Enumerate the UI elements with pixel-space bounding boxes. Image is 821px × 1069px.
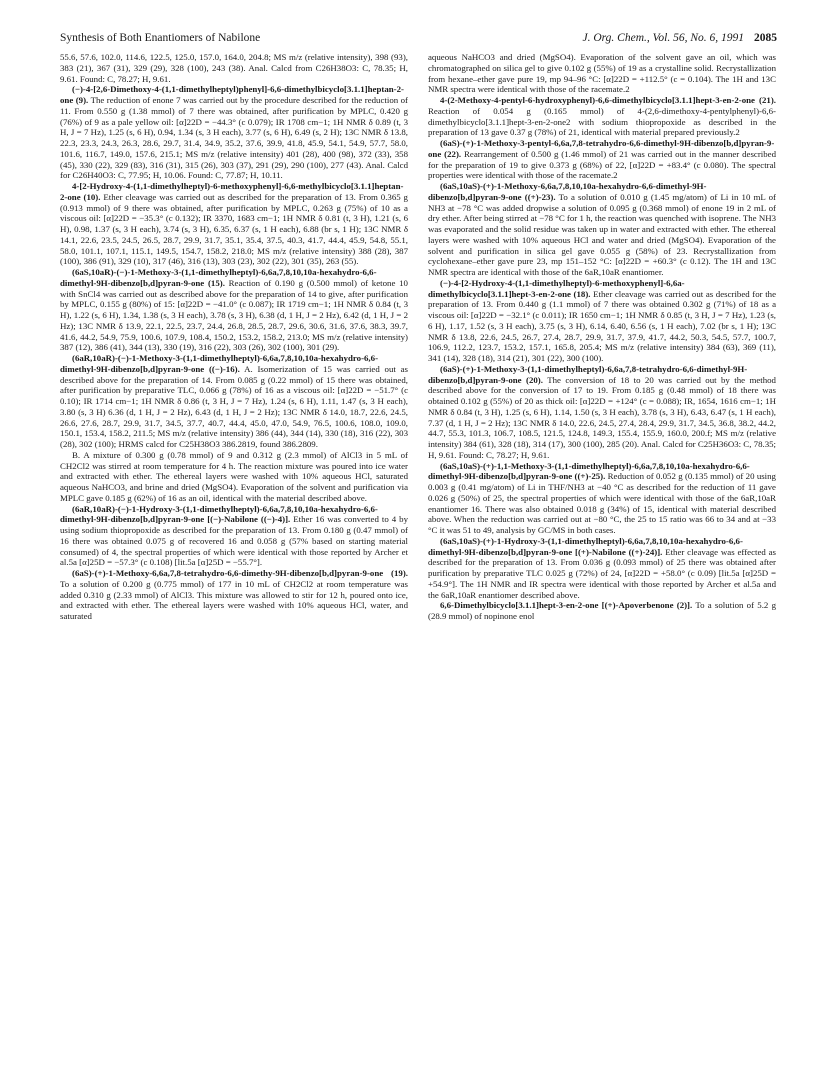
paragraph [60, 353, 408, 450]
paragraph [428, 600, 776, 622]
running-header [60, 32, 777, 50]
compound-heading: (6aR,10aR)-(−)-1-Hydroxy-3-(1,1-dimethylheptyl)-6,6a,7,8,10,10a-hexahydro-6,6-dimethyl-9H-dibenzo[b,d]pyran-9-one [(−)-Nabilone ((−)-4)]. [60, 503, 378, 525]
compound-heading: (6aS)-(+)-1-Methoxy-3-(1,1-dimethylheptyl)-6,6a,7,8-tetrahydro-6,6-dimethyl-9H-dibenzo[b,d]pyran-9-one (20). [428, 363, 748, 385]
paragraph-body: To a solution of 0.010 g (1.45 mg/atom) of Li in 10 mL of NH3 at −78 °C was added dropwise a solution of 0.095 g (0.368 mmol) of enone 19 in 2 mL of dry ether. After being stirred at −78 °C for 1 h, the reaction was quenched with isoprene. The NH3 was evaporated and the solid residue was taken up in water and extracted with ether. The ethereal layers were washed with 10% aqueous HCl and water and dried (MgSO4). Evaporation of the solvent and purification in silica gel gave 0.055 g (58%) of 23. Recrystallization from cyclohexane–ether gave pure 23, mp 151–152 °C: [α]22D = +60.3° (c 0.12). The 1H and 13C NMR spectra are identical with those of the 6aR,10aR enantiomer. [428, 191, 776, 277]
paragraph-body: The reduction of enone 7 was carried out by the procedure described for the reduction of 11. From 0.550 g (1.38 mmol) of 7 there was obtained, after purification by MPLC, 0.420 g (76%) of 9 as a pale yellow oil: [α]22D = −44.3° (c 0.079); IR 1708 cm−1; 1H NMR δ 0.89 (t, 3 H, J = 7 Hz), 1.25 (s, 6 H), 0.94, 1.34 (s, 3 H each), 3.77 (s, 6 H), 6.49 (s, 2 H); 13C NMR δ 13.8, 22.3, 23.3, 24.3, 26.3, 28.6, 29.7, 31.4, 34.9, 35.2, 37.6, 39.9, 41.8, 45.9, 54.1, 54.9, 57.7, 58.0, 101.6, 116.7, 149.0, 157.6, 215.1; MS m/z (relative intensity) 401 (28), 400 (98), 372 (33), 358 (45), 330 (22), 329 (83), 316 (31), 315 (26), 303 (37), 291 (29), 290 (100), 277 (43). Anal. Calcd for C26H40O3: C, 77.95; H, 10.06. Found: C, 77.87; H, 10.11. [60, 95, 408, 181]
paragraph-body: Reaction of 0.190 g (0.500 mmol) of ketone 10 with SnCl4 was carried out as described above for the preparation of 14 to give, after purification by MPLC, 0.155 g (80%) of 15: [α]22D = −41.0° (c 0.087); IR 1719 cm−1; 1H NMR δ 0.84 (t, 3 H), 1.22 (s, 6 H), 1.34, 1.38 (s, 3 H each), 3.78 (s, 3 H), 6.38 (d, 1 H, J = 2 Hz), 6.42 (d, 1 H, J = 2 Hz); 13C NMR δ 13.9, 22.1, 22.5, 23.7, 24.4, 26.8, 28.5, 28.7, 29.6, 30.6, 31.6, 37.6, 38.3, 39.7, 41.6, 44.2, 54.9, 75.9, 100.6, 107.9, 108.4, 150.2, 153.2, 158.2, 213.0; MS m/z (relative intensity) 387 (12), 386 (41), 344 (13), 330 (19), 316 (22), 303 (26), 302 (100), 301 (29). [60, 277, 408, 353]
paragraph [428, 138, 776, 181]
paragraph [428, 52, 776, 95]
compound-heading: (6aR,10aR)-(−)-1-Methoxy-3-(1,1-dimethylheptyl)-6,6a,7,8,10,10a-hexahydro-6,6-dimethyl-9H-dibenzo[b,d]pyran-9-one ((−)-16). [60, 353, 379, 374]
paragraph [428, 461, 776, 536]
compound-heading: (6aS,10aS)-(+)-1-Methoxy-6,6a,7,8,10,10a-hexahydro-6,6-dimethyl-9H-dibenzo[b,d]pyran-9-one ((+)-23). [428, 181, 707, 202]
paragraph-body: 55.6, 57.6, 102.0, 114.6, 122.5, 125.0, 157.0, 164.0, 204.8; MS m/z (relative intensity), 398 (93), 383 (21), 367 (31), 329 (29), 328 (100), 243 (38). Anal. Calcd from C26H38O3: C, 78.35; H, 9.61. Found: C, 78.27; H, 9.61. [60, 52, 408, 84]
compound-heading: (−)-4-[2-Hydroxy-4-(1,1-dimethylheptyl)-6-methoxyphenyl]-6,6a-dimethylbicyclo[3.1.1]hept-3-en-2-one (18). [428, 277, 685, 299]
header-title: Synthesis of Both Enantiomers of Nabilone [60, 32, 261, 44]
paragraph [428, 181, 776, 278]
paragraph [60, 181, 408, 267]
paragraph-body: A. Isomerization of 15 was carried out as described above for the preparation of 14. From 0.085 g (0.22 mmol) of 15 there was obtained, after purification by preparative TLC, 0.066 g (78%) of 16 as a viscous oil: [α]22D = −51.7° (c 0.10); IR 1714 cm−1; 1H NMR δ 0.86 (t, 3 H, J = 7 Hz), 1.24 (s, 6 H), 1.11, 1.47 (s, 3 H each), 3.80 (s, 3 H) 6.36 (d, 1 H, J = 2 Hz), 6.43 (d, 1 H, J = 2 Hz); 13C NMR δ 14.0, 18.7, 22.6, 24.5, 26.6, 27.6, 28.7, 29.9, 31.7, 34.5, 37.7, 40.7, 44.4, 45.0, 47.0, 54.9, 76.5, 100.6, 108.0, 109.0, 150.1, 153.4, 158.2, 211.5; MS m/z (relative intensity) 386 (44), 344 (14), 330 (18), 316 (22), 303 (28), 302 (100); HRMS calcd for C25H38O3 386.2819, found 386.2809. [60, 363, 408, 449]
compound-heading: 6,6-Dimethylbicyclo[3.1.1]hept-3-en-2-one [(+)-Apoverbenone (2)]. [440, 600, 693, 611]
paragraph-body: Reduction of 0.052 g (0.135 mmol) of 20 using 0.003 g (0.41 mg/atom) of Li in THF/NH3 at −40 °C as described for the reduction of 11 gave 0.026 g (50%) of 25, the spectral properties of which were identical with those of the 6aR,10aR enantiomer 16. There was also obtained 0.018 g (34%) of 15, identical with material described above. When the reduction was carried out at −80 °C, the 25 to 15 ratio was 66 to 34 and at −33 °C it was 51 to 49, analysis by GC/MS in both cases. [428, 471, 776, 535]
paragraph [428, 364, 776, 461]
header-journal: J. Org. Chem., Vol. 56, No. 6, 1991 [582, 32, 744, 44]
header-journal-info [582, 32, 777, 44]
paragraph [60, 84, 408, 181]
paragraph-body: Ether 16 was converted to 4 by using sodium thiopropoxide as described for the preparation of 13. From 0.180 g (0.47 mmol) of 16 there was obtained 0.075 g of recovered 16 and 0.058 g (57% based on starting material consumed) of 4, the spectral properties of which were identical with those reported by Archer et al.5a [α]25D = −57.3° (c 0.108) [lit.5a [α]25D = −55.7°]. [60, 514, 408, 568]
paragraph-body: B. A mixture of 0.300 g (0.78 mmol) of 9 and 0.312 g (2.3 mmol) of AlCl3 in 5 mL of CH2Cl2 was stirred at room temperature for 4 h. The reaction mixture was poured into ice water and extracted with ether. The ethereal layers were washed with 10% aqueous HCl, saturated aqueous NaHCO3, and brine and dried (MgSO4). Evaporation of the solvent and purification via MPLC gave 0.185 g (62%) of 16 as an oil, identical with the material described above. [60, 449, 408, 503]
paragraph-body: The conversion of 18 to 20 was carried out by the method described above for the conversion of 17 to 19. From 0.185 g (0.48 mmol) of 18 there was obtained 0.102 g (55%) of 20 as thick oil: [α]22D = +124° (c = 0.088); IR, 1654, 1616 cm−1; 1H NMR δ 0.84 (t, 3 H), 1.25 (s, 6 H), 1.14, 1.50 (s, 3 H each), 3.78 (s, 3 H), 6.43, 6.47 (s, 1 H each), 7.37 (d, 1 H, J = 2 Hz); 13C NMR δ 14.0, 22.6, 24.5, 27.4, 28.4, 29.9, 31.7, 34.5, 36.8, 38.2, 44.2, 44.7, 55.3, 101.3, 106.7, 108.5, 121.5, 124.8, 149.3, 155.4, 155.9, 160.0, 200.f; MS m/z (relative intensity) 384 (61), 328 (18), 314 (17), 300 (100), 285 (20). Anal. Calcd for C25H36O3: C, 78.35; H, 9.61. Found: C, 78.27; H, 9.61. [428, 374, 776, 460]
paragraph-body: Ether cleavage was carried out as described for the preparation of 13. From 0.365 g (0.913 mmol) of 9 there was obtained, after purification by MPLC, 0.263 g (75%) of 10 as a viscous oil: [α]22D = −35.3° (c 0.132); IR 3370, 1683 cm−1; 1H NMR δ 0.81 (t, 3 H), 1.21 (s, 6 H), 0.98, 1.37 (s, 3 H each), 3.74 (s, 3 H), 6.35, 6.37 (s, 1 H each), 6.88 (br s, 1 H); 13C NMR δ 14.1, 22.6, 23.5, 24.5, 26.5, 28.7, 29.9, 31.7, 35.1, 35.4, 37.5, 40.3, 41.7, 44.4, 45.9, 54.8, 55.1, 58.0, 101.1, 107.1, 115.1, 149.5, 154.7, 158.2, 218.0; MS m/z (relative intensity) 388 (28), 387 (100), 386 (91), 329 (10), 317 (46), 316 (13), 303 (23), 302 (22), 301 (35), 263 (55). [60, 191, 408, 267]
paragraph-body: To a solution of 5.2 g (28.9 mmol) of nopinone enol [428, 600, 776, 621]
compound-heading: (6aS,10aS)-(+)-1-Hydroxy-3-(1,1-dimethylheptyl)-6,6a,7,8,10,10a-hexahydro-6,6-dimethyl-9H-dibenzo[b,d]pyran-9-one [(+)-Nabilone ((+)-24)]. [428, 535, 743, 557]
right-column [428, 52, 776, 1052]
paragraph [60, 504, 408, 569]
compound-heading: 4-[2-Hydroxy-4-(1,1-dimethylheptyl)-6-methoxyphenyl]-6,6-methylbicyclo[3.1.1]heptan-2-one (10). [60, 181, 404, 202]
paragraph-body: To a solution of 0.200 g (0.775 mmol) of 177 in 10 mL of CH2Cl2 at room temperature was added 0.310 g (2.33 mmol) of AlCl3. This mixture was allowed to stir for 12 h, poured onto ice, and extracted with ether. The ethereal layers were washed with 10% aqueous HCl, water, and saturated [60, 578, 408, 621]
compound-heading: (6aS)-(+)-1-Methoxy-3-pentyl-6,6a,7,8-tetrahydro-6,6-dimethyl-9H-dibenzo[b,d]pyran-9-one (22). [428, 138, 775, 159]
paragraph [60, 568, 408, 622]
left-column [60, 52, 408, 1052]
paragraph-body: Ether cleavage was carried out as described for the preparation of 13. From 0.440 g (1.1 mmol) of 7 there was obtained 0.302 g (71%) of 18 as a viscous oil: [α]22D = −32.1° (c 0.011); IR 1650 cm−1; 1H NMR δ 0.85 (t, 3 H, J = 7 Hz), 1.23 (s, 6 H), 1.17, 1.52 (s, 3 H each), 3.75 (s, 3 H), 6.14, 6.40, 6.56 (s, 1 H each), 7.02 (br s, 1 H); 13C NMR δ 13.8, 22.6, 24.5, 26.7, 27.4, 28.7, 29.9, 31.7, 37.9, 41.7, 44.2, 50.3, 54.5, 57.7, 100.7, 106.9, 112.2, 123.7, 153.2, 157.1, 165.8, 205.4; MS m/z (relative intensity) 384 (63), 369 (11), 341 (14), 328 (18), 314 (21), 301 (22), 300 (100). [428, 288, 776, 363]
header-page-number: 2085 [754, 32, 777, 44]
paragraph [428, 95, 776, 138]
paragraph-body: aqueous NaHCO3 and dried (MgSO4). Evaporation of the solvent gave an oil, which was chromatographed on silica gel to give 0.102 g (55%) of 19 as a crystalline solid. Recrystallization from hexane–ether gave pure 19, mp 94–96 °C: [α]22D = +112.5° (c = 0.104). The 1H and 13C NMR spectra were identical with those of the racemate.2 [428, 52, 776, 95]
compound-heading: (−)-4-[2,6-Dimethoxy-4-(1,1-dimethylheptyl)phenyl]-6,6-dimethylbicyclo[3.1.1]heptan-2-one (9). [60, 84, 404, 105]
paragraph-body: Reaction of 0.054 g (0.165 mmol) of 4-(2,6-dimethoxy-4-pentylphenyl)-6,6-dimethylbicyclo[3.1.1]hept-3-en-2-one2 with sodium thiopropoxide as described in the preparation of 13 gave 0.37 g (78%) of 21, identical with material prepared previously.2 [428, 105, 776, 138]
paragraph [428, 536, 776, 601]
compound-heading: (6aS,10aR)-(−)-1-Methoxy-3-(1,1-dimethylheptyl)-6,6a,7,8,10,10a-hexahydro-6,6-dimethyl-9H-dibenzo[b,d]pyran-9-one (15). [60, 267, 377, 288]
paragraph [60, 52, 408, 84]
compound-heading: 4-(2-Methoxy-4-pentyl-6-hydroxyphenyl)-6,6-dimethylbicyclo[3.1.1]hept-3-en-2-one (21). [440, 95, 776, 105]
paragraph-body: Ether cleavage was effected as described for the preparation of 13. From 0.036 g (0.093 mmol) of 25 there was obtained after purification by preparative TLC 0.025 g (72%) of 24, [α]22D = +58.0° (c 0.09) [lit.5a [α]25D = +54.9°]. The 1H NMR and IR spectra were identical with those reported by Archer et al.5a and the 6aR,10aR enantiomer described above. [428, 546, 776, 600]
compound-heading: (6aS,10aS)-(+)-1,1-Methoxy-3-(1,1-dimethylheptyl)-6,6a,7,8,10,10a-hexahydro-6,6-dimethyl-9H-dibenzo[b,d]pyran-9-one ((+)-25). [428, 460, 750, 482]
paragraph-body: Rearrangement of 0.500 g (1.46 mmol) of 21 was carried out in the manner described for the preparation of 19 to give 0.373 g (68%) of 22, [α]22D = +83.4° (c 0.080). The spectral properties were identical with those of the racemate.2 [428, 148, 776, 181]
paragraph [60, 267, 408, 353]
paragraph [428, 278, 776, 364]
compound-heading: (6aS)-(+)-1-Methoxy-6,6a,7,8-tetrahydro-6,6-dimethy-9H-dibenzo[b,d]pyran-9-one (19). [72, 568, 408, 578]
paragraph [60, 450, 408, 504]
